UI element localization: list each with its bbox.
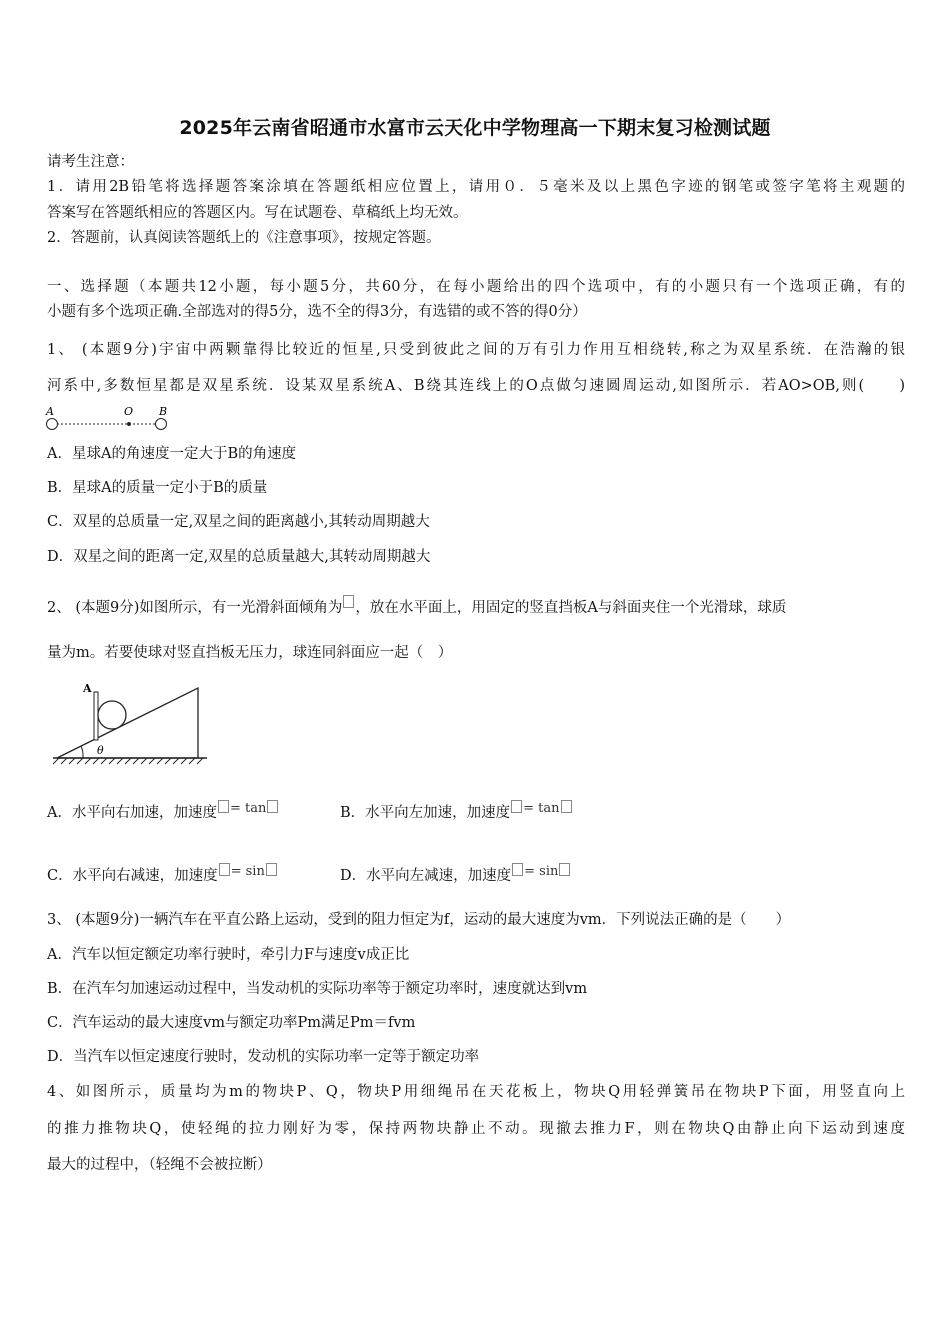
notice-item-1-line-1: 1．请用2B铅笔将选择题答案涂填在答题纸相应位置上，请用０．５毫米及以上黑色字迹的钢笔或签字笔将主观题的 [47,179,905,195]
theta-placeholder-glyph [343,595,354,608]
center-point-o [127,422,131,426]
figure-label-a: A [46,405,54,418]
q2-option-a [47,799,279,823]
q2-option-d-text: D．水平向左减速，加速度 [340,868,512,884]
q1-stem-line-2: 河系中,多数恒星都是双星系统．设某双星系统A、B绕其连线上的O点做匀速圆周运动,如图所示．若AO>OB,则( ) [47,378,905,394]
q2-option-a-formula: = tan [229,801,267,816]
star-b [156,419,167,430]
q2-option-a-text: A．水平向右加速，加速度 [47,805,217,821]
incline-figure [45,672,220,772]
q1-option-c: C．双星的总质量一定,双星之间的距离越小,其转动周期越大 [47,514,430,530]
ground-hatching [53,758,203,764]
binary-star-figure [44,404,174,432]
notice-heading: 请考生注意： [47,154,134,170]
page-title: 2025年云南省昭通市水富市云天化中学物理高一下期末复习检测试题 [179,117,771,139]
incline-wedge [57,688,198,758]
q4-stem-line-3: 最大的过程中，（轻绳不会被拉断） [47,1157,272,1173]
q2-option-b [340,799,573,823]
q3-option-a: A．汽车以恒定额定功率行驶时，牵引力F与速度v成正比 [47,947,410,963]
notice-item-1-line-2: 答案写在答题纸相应的答题区内。写在试题卷、草稿纸上均无效。 [47,205,468,221]
q1-option-a: A．星球A的角速度一定大于B的角速度 [47,446,297,462]
q2-option-d [340,862,571,886]
smooth-ball [98,701,126,729]
q3-option-c: C．汽车运动的最大速度vm与额定功率Pm满足Pm＝fvm [47,1015,416,1031]
figure-label-o: O [124,405,134,418]
q1-option-d: D．双星之间的距离一定,双星的总质量越大,其转动周期越大 [47,549,431,565]
q2-option-c-text: C．水平向右减速，加速度 [47,868,218,884]
q2-stem-line-2: 量为m。若要使球对竖直挡板无压力，球连同斜面应一起（ ） [47,645,453,661]
notice-item-2: 2．答题前，认真阅读答题纸上的《注意事项》，按规定答题。 [47,230,441,246]
q2-option-b-text: B．水平向左加速，加速度 [340,805,511,821]
q3-stem: 3、 (本题9分)一辆汽车在平直公路上运动，受到的阻力恒定为f，运动的最大速度为vm．下列说法正确的是（ ） [47,912,791,928]
q1-stem-line-1: 1、 (本题9分)宇宙中两颗靠得比较近的恒星,只受到彼此之间的万有引力作用互相绕转,称之为双星系统．在浩瀚的银 [47,342,905,358]
q2-stem-part-2: ，放在水平面上，用固定的竖直挡板A与斜面夹住一个光滑球，球质 [355,600,787,616]
figure-label-a: A [83,682,92,695]
q3-option-d: D．当汽车以恒定速度行驶时，发动机的实际功率一定等于额定功率 [47,1049,480,1065]
figure-label-theta: θ [97,744,104,757]
star-a [47,419,58,430]
section-heading-line-2: 小题有多个选项正确.全部选对的得5分，选不全的得3分，有选错的或不答的得0分） [47,304,587,320]
section-heading-line-1: 一、选择题（本题共12小题，每小题5分，共60分，在每小题给出的四个选项中，有的小题只有一个选项正确，有的 [47,279,905,295]
q2-stem-part-1: 2、 (本题9分)如图所示，有一光滑斜面倾角为 [47,600,343,616]
q4-stem-line-2: 的推力推物块Q，使轻绳的拉力刚好为零，保持两物块静止不动。现撤去推力F，则在物块Q由静止向下运动到速度 [47,1121,905,1137]
q4-stem-line-1: 4、如图所示，质量均为m的物块P、Q，物块P用细绳吊在天花板上，物块Q用轻弹簧吊在物块P下面，用竖直向上 [47,1084,905,1100]
q2-option-b-formula: = tan [523,801,560,816]
q2-option-d-formula: = sin [524,864,559,879]
q1-option-b: B．星球A的质量一定小于B的质量 [47,480,268,496]
figure-label-b: B [159,405,168,418]
q2-option-c [47,862,278,886]
q2-stem-line-1 [47,595,905,618]
q3-option-b: B．在汽车匀加速运动过程中，当发动机的实际功率等于额定功率时，速度就达到vm [47,981,588,997]
q2-option-c-formula: = sin [230,864,265,879]
